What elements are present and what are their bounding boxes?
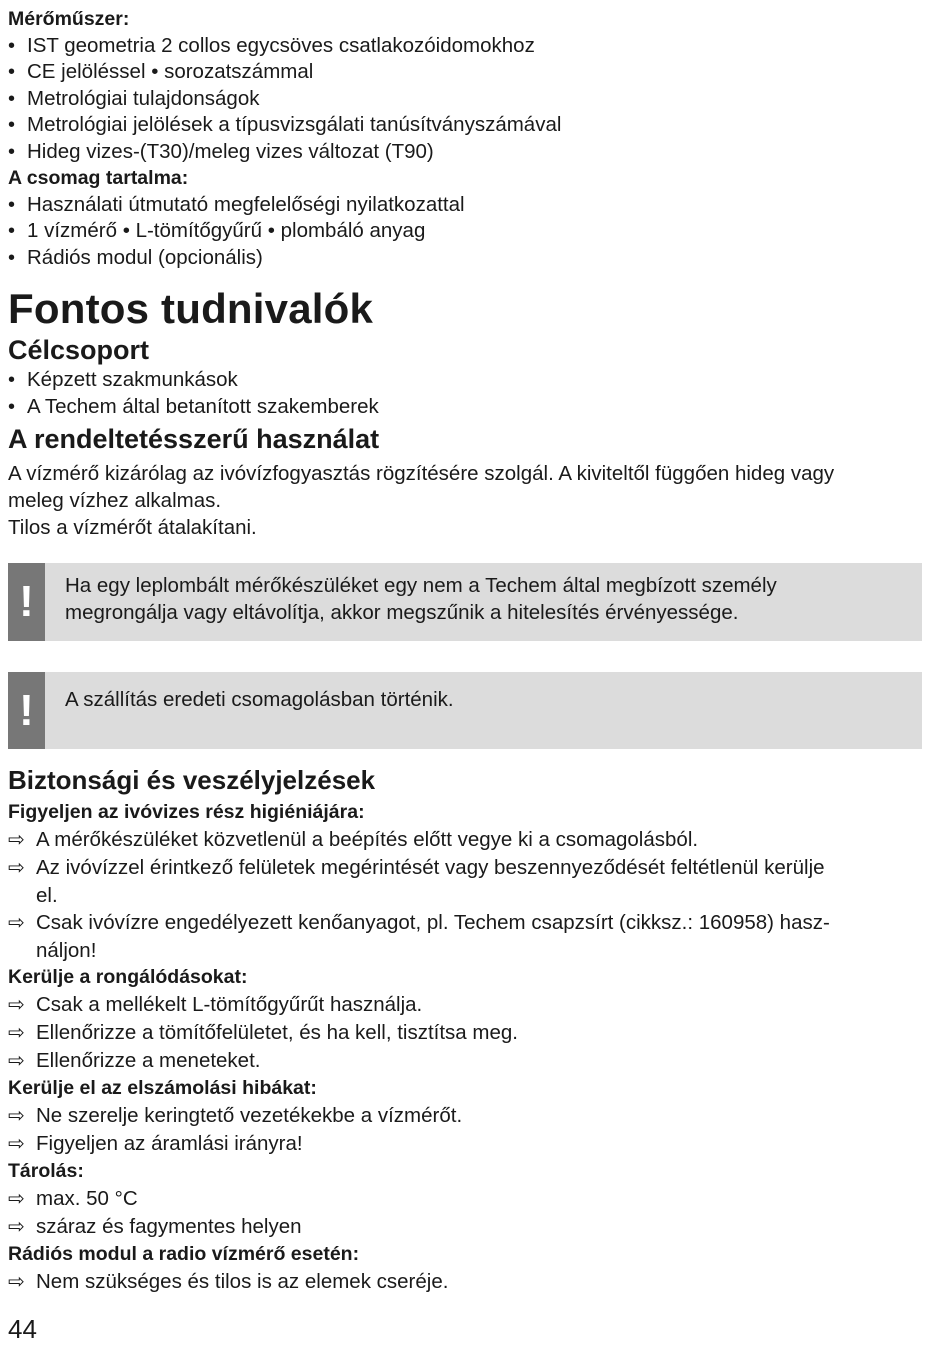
arrow-right-icon: ⇨	[8, 828, 25, 851]
arrow-right-icon: ⇨	[8, 1215, 25, 1238]
list-item-continuation: el.	[36, 883, 58, 907]
arrow-right-icon: ⇨	[8, 1132, 25, 1155]
list-item: • Használati útmutató megfelelőségi nyilatkozattal	[8, 192, 922, 219]
arrow-right-icon: ⇨	[8, 1270, 25, 1293]
arrow-right-icon: ⇨	[8, 1187, 25, 1210]
package-heading: A csomag tartalma:	[8, 167, 189, 189]
list-item: • IST geometria 2 collos egycsöves csatlakozóidomokhoz	[8, 33, 922, 60]
list-item: • Képzett szakmunkások	[8, 367, 922, 394]
list-item: ⇨ Nem szükséges és tilos is az elemek cseréje.	[8, 1268, 922, 1296]
list-item: • Hideg vizes-(T30)/meleg vizes változat (T90)	[8, 139, 922, 166]
arrow-right-icon: ⇨	[8, 856, 25, 879]
list-item-continuation: náljon!	[36, 938, 97, 962]
list-item: ⇨ Az ivóvízzel érintkező felületek megérintését vagy beszennyeződését feltétlenül kerülje	[8, 854, 922, 882]
list-item: ⇨ száraz és fagymentes helyen	[8, 1213, 922, 1241]
subheading: Tárolás:	[8, 1159, 84, 1182]
subheading: Kerülje el az elszámolási hibákat:	[8, 1076, 317, 1099]
list-item: • CE jelöléssel • sorozatszámmal	[8, 59, 922, 86]
exclamation-icon: !	[8, 563, 45, 641]
warning-text: A szállítás eredeti csomagolásban történik.	[65, 688, 454, 711]
arrow-right-icon: ⇨	[8, 1021, 25, 1044]
list-item: • Metrológiai jelölések a típusvizsgálati tanúsítványszámával	[8, 112, 922, 139]
subsection-title: A rendeltetésszerű használat	[8, 424, 380, 454]
arrow-right-icon: ⇨	[8, 1049, 25, 1072]
exclamation-icon: !	[8, 672, 45, 749]
list-item: ⇨ Csak ivóvízre engedélyezett kenőanyagot, pl. Techem csapzsírt (cikksz.: 160958) hasz-	[8, 909, 922, 937]
subsection-title: Célcsoport	[8, 335, 150, 365]
paragraph-line: meleg vízhez alkalmas.	[8, 489, 222, 512]
subheading: Figyeljen az ivóvizes rész higiéniájára:	[8, 801, 365, 823]
document-page	[8, 6, 922, 1296]
warning-box	[8, 672, 922, 749]
warning-text: megrongálja vagy eltávolítja, akkor megszűnik a hitelesítés érvényessége.	[65, 601, 739, 624]
meter-heading: Mérőműszer:	[8, 8, 130, 30]
list-item: ⇨ max. 50 °C	[8, 1185, 922, 1213]
list-item: ⇨ A mérőkészüléket közvetlenül a beépítés előtt vegye ki a csomagolásból.	[8, 826, 922, 854]
list-item: • Rádiós modul (opcionális)	[8, 245, 922, 272]
arrow-right-icon: ⇨	[8, 993, 25, 1016]
section-title: Fontos tudnivalók	[8, 285, 374, 332]
warning-text: Ha egy leplombált mérőkészüléket egy nem a Techem által megbízott személy	[65, 574, 777, 597]
paragraph-line: Tilos a vízmérőt átalakítani.	[8, 516, 257, 539]
paragraph-line: A vízmérő kizárólag az ivóvízfogyasztás rögzítésére szolgál. A kiviteltől függően hideg vagy	[8, 462, 835, 485]
list-item: ⇨ Ne szerelje keringtető vezetékekbe a vízmérőt.	[8, 1102, 922, 1130]
list-item: ⇨ Ellenőrizze a tömítőfelületet, és ha kell, tisztítsa meg.	[8, 1019, 922, 1047]
list-item: ⇨ Ellenőrizze a meneteket.	[8, 1047, 922, 1075]
warning-box	[8, 563, 922, 641]
list-item: • A Techem által betanított szakemberek	[8, 394, 922, 421]
arrow-right-icon: ⇨	[8, 911, 25, 934]
list-item: ⇨ Figyeljen az áramlási irányra!	[8, 1130, 922, 1158]
subheading: Rádiós modul a radio vízmérő esetén:	[8, 1242, 360, 1265]
list-item: • Metrológiai tulajdonságok	[8, 86, 922, 113]
page-number: 44	[8, 1314, 37, 1344]
list-item: ⇨ Csak a mellékelt L-tömítőgyűrűt használja.	[8, 991, 922, 1019]
subheading: Kerülje a rongálódásokat:	[8, 965, 248, 988]
section-title: Biztonsági és veszélyjelzések	[8, 765, 376, 795]
list-item: • 1 vízmérő • L-tömítőgyűrű • plombáló anyag	[8, 218, 922, 245]
arrow-right-icon: ⇨	[8, 1104, 25, 1127]
